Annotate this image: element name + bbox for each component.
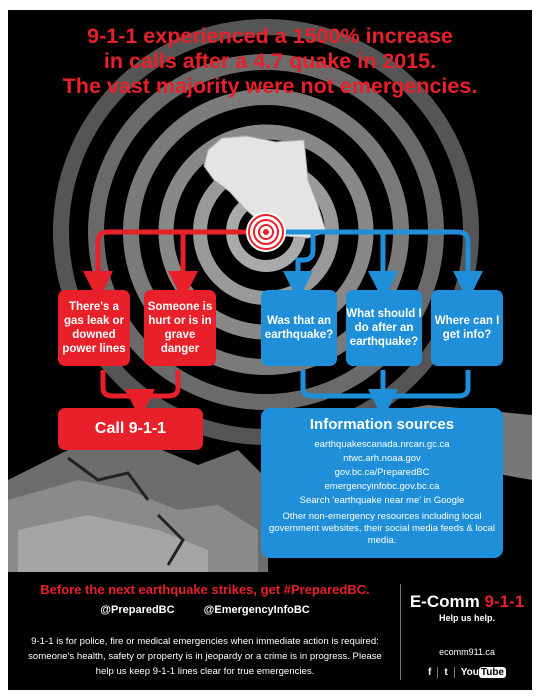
- ecomm-website-link[interactable]: ecomm911.ca: [439, 647, 495, 657]
- handle-preparedbc[interactable]: @PreparedBC: [100, 604, 175, 616]
- what-to-do-box: What should I do after an earthquake?: [346, 290, 422, 366]
- social-icons: [406, 667, 528, 678]
- footer: [8, 572, 532, 690]
- information-sources-box: [261, 408, 503, 558]
- headline-line-2: in calls after a 4.7 quake in 2015.: [103, 49, 437, 73]
- poster: [8, 10, 532, 690]
- ecomm-logo: [406, 592, 528, 612]
- gas-leak-box: There's a gas leak or downed power lines: [58, 290, 130, 366]
- ecomm-brand: [406, 592, 528, 678]
- someone-hurt-box: Someone is hurt or is in grave danger: [144, 290, 216, 366]
- youtube-you: You: [460, 667, 479, 678]
- info-link-preparedbc[interactable]: gov.bc.ca/PreparedBC: [334, 467, 430, 478]
- info-other-resources: Other non-emergency resources including local government websites, their social media feeds & local media.: [268, 511, 495, 546]
- was-earthquake-box: Was that an earthquake?: [261, 290, 337, 366]
- info-link-earthquakescanada[interactable]: earthquakescanada.nrcan.gc.ca: [314, 439, 450, 450]
- info-link-emergencyinfobc[interactable]: emergencyinfobc.gov.bc.ca: [324, 481, 440, 492]
- youtube-icon[interactable]: [461, 667, 506, 678]
- headline-line-3: The vast majority were not emergencies.: [62, 74, 478, 98]
- headline-line-1: 9-1-1 experienced a 1500% increase: [87, 24, 453, 48]
- tagline: Help us help.: [438, 613, 495, 623]
- where-info-box: Where can I get info?: [431, 290, 503, 366]
- logo-911: 9-1-1: [484, 592, 525, 611]
- info-link-ntwc[interactable]: ntwc.arh.noaa.gov: [343, 453, 421, 464]
- logo-ecomm: E-Comm: [409, 592, 480, 611]
- social-separator: [454, 667, 455, 678]
- footer-divider: [400, 584, 401, 680]
- epicenter-icon: [246, 212, 286, 252]
- facebook-icon[interactable]: f: [428, 667, 432, 678]
- prepared-cta: Before the next earthquake strikes, get #PreparedBC.: [40, 582, 370, 597]
- youtube-tube: Tube: [480, 667, 504, 678]
- info-title: Information sources: [309, 416, 455, 433]
- info-google-tip: Search 'earthquake near me' in Google: [299, 495, 465, 506]
- call-911-box: Call 9-1-1: [58, 408, 203, 450]
- social-handles: [20, 604, 390, 616]
- twitter-icon[interactable]: t: [444, 667, 448, 678]
- social-separator: [437, 667, 438, 678]
- disclaimer-note: 9-1-1 is for police, fire or medical emergencies when immediate action is required: someone's health, safety or property is in jeopardy or a crime is in progress. Please help us keep 9-1-1 lines clear for true emergencies.: [28, 636, 382, 677]
- handle-emergencyinfobc[interactable]: @EmergencyInfoBC: [203, 604, 310, 616]
- headline: [8, 24, 532, 99]
